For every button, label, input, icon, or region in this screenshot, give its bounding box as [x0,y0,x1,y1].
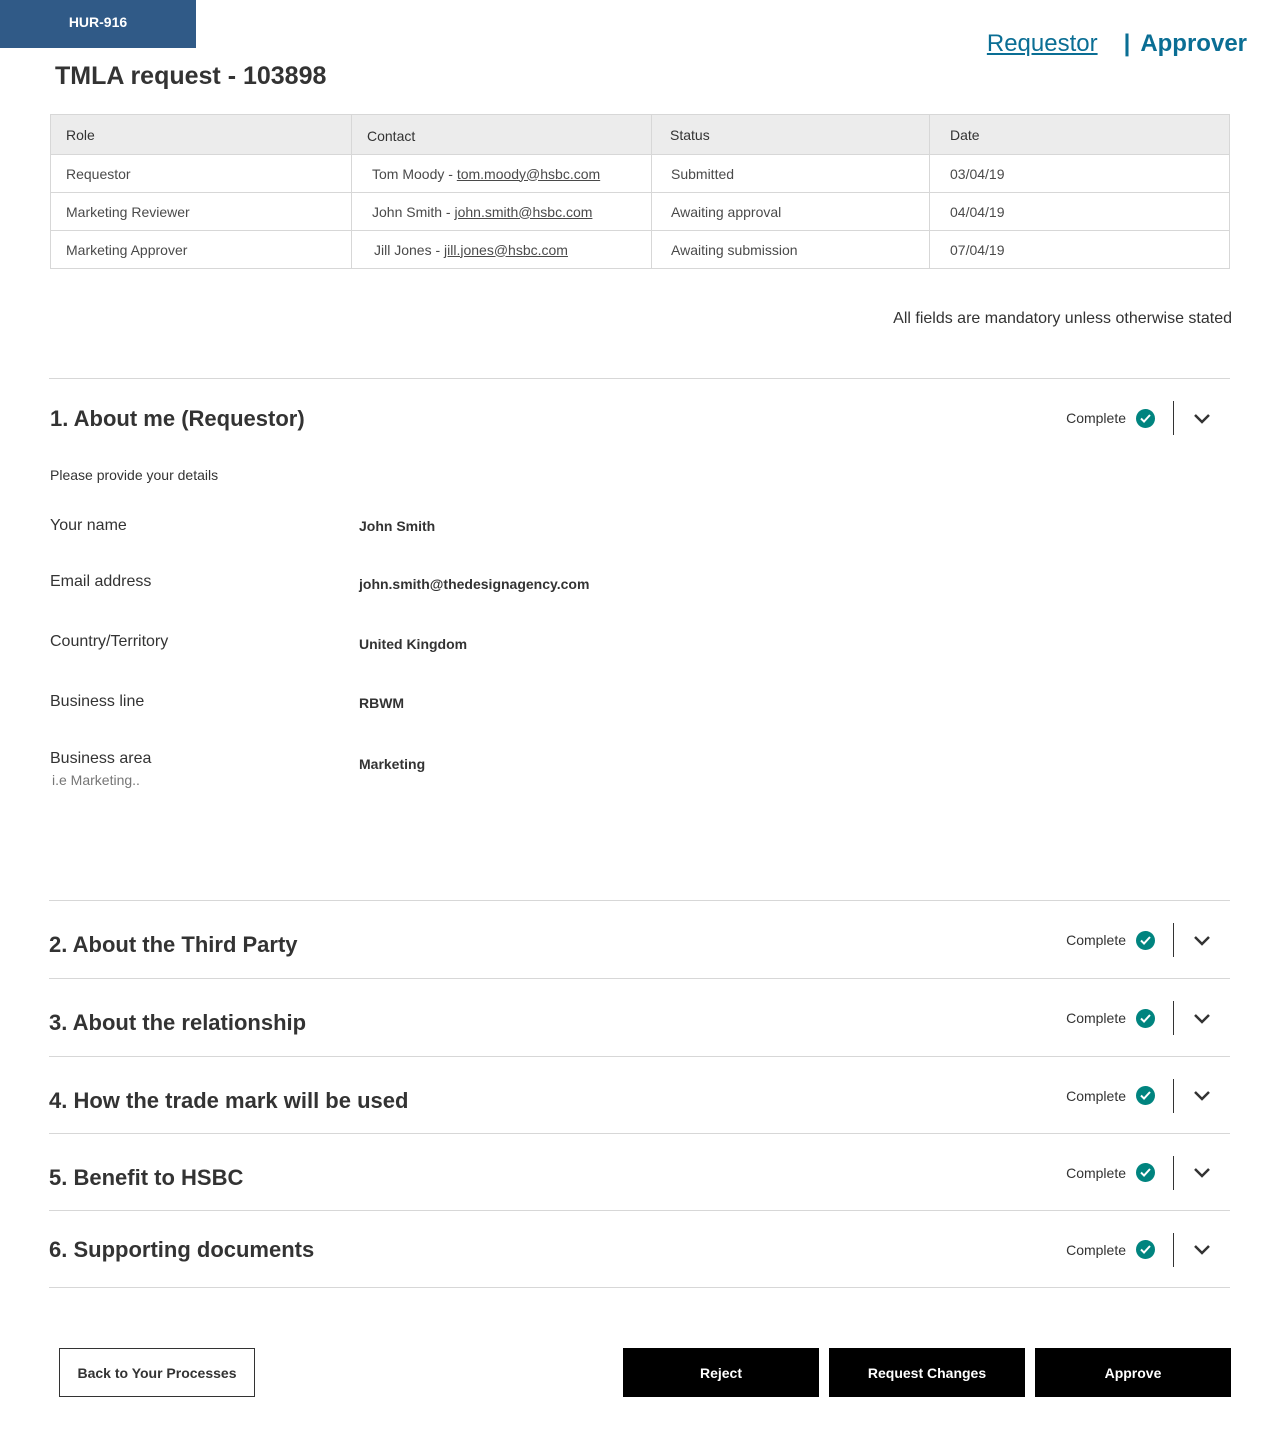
expand-section-button[interactable] [1174,1079,1230,1113]
collapse-section-button[interactable] [1174,401,1230,435]
status-label: Complete [1066,1164,1126,1181]
request-changes-button[interactable]: Request Changes [829,1348,1025,1397]
section-title: 6. Supporting documents [49,1237,315,1262]
check-circle-icon [1136,409,1155,428]
table-header-row [51,115,1230,155]
section-relationship[interactable] [49,978,1230,1056]
field-value-business-area: Marketing [359,756,426,772]
ticket-id: HUR-916 [68,14,128,30]
cell-contact [352,231,652,269]
chevron-down-icon [1193,1167,1211,1178]
chevron-down-icon [1193,1244,1211,1255]
section-trade-mark-use[interactable] [49,1056,1230,1133]
check-circle-icon [1136,931,1155,950]
section-third-party[interactable] [49,900,1230,978]
cell-status: Awaiting approval [652,193,930,231]
contact-name: John Smith - [372,203,455,220]
column-header-date: Date [930,115,1230,155]
check-circle-icon [1136,1009,1155,1028]
cell-status: Submitted [652,155,930,193]
cell-role: Marketing Approver [51,231,352,269]
section-title: 1. About me (Requestor) [50,406,305,431]
sections-bottom-divider [49,1287,1230,1288]
section-about-me[interactable] [49,378,1230,458]
contacts-table [50,114,1230,269]
approver-view-label: Approver [1140,30,1247,57]
section-intro: Please provide your details [50,467,219,483]
expand-section-button[interactable] [1174,1156,1230,1190]
column-header-status: Status [652,115,930,155]
section-title: 5. Benefit to HSBC [49,1165,244,1190]
ticket-id-tag [0,0,196,48]
approve-button[interactable]: Approve [1035,1348,1231,1397]
section-status [1066,379,1230,457]
section-title: 4. How the trade mark will be used [49,1088,409,1113]
status-label: Complete [1066,410,1126,426]
cell-date: 03/04/19 [930,155,1230,193]
contact-name: Jill Jones - [374,241,445,258]
section-status [1066,1211,1230,1288]
field-value-country: United Kingdom [359,636,468,652]
role-switch [987,30,1247,58]
field-label-name: Your name [50,517,127,534]
contact-email-link[interactable]: tom.moody@hsbc.com [456,165,601,182]
section-title: 2. About the Third Party [49,932,298,957]
field-value-name: John Smith [359,518,436,534]
column-header-contact: Contact [352,115,652,155]
field-label-email: Email address [50,573,152,590]
status-label: Complete [1066,1010,1126,1026]
check-circle-icon [1136,1163,1155,1182]
cell-date: 07/04/19 [930,231,1230,269]
mandatory-fields-note: All fields are mandatory unless otherwise stated [893,310,1232,327]
table-row [51,155,1230,193]
field-label-country: Country/Territory [50,633,169,650]
chevron-down-icon [1193,1013,1211,1024]
section-supporting-documents[interactable] [49,1210,1230,1287]
section-status [1066,1134,1230,1211]
chevron-down-icon [1193,1090,1211,1101]
contact-email-link[interactable]: jill.jones@hsbc.com [444,241,568,258]
field-label-business-area: Business area [50,750,152,767]
cell-date: 04/04/19 [930,193,1230,231]
table-row [51,193,1230,231]
status-label: Complete [1066,1087,1126,1104]
table-row [51,231,1230,269]
field-value-business-line: RBWM [359,695,405,711]
page-title: TMLA request - 103898 [55,62,327,90]
expand-section-button[interactable] [1174,1233,1230,1267]
cell-role: Requestor [51,155,352,193]
reject-button[interactable]: Reject [623,1348,819,1397]
section-status [1066,901,1230,979]
contact-name: Tom Moody - [372,165,457,182]
requestor-view-link[interactable]: Requestor [986,30,1098,57]
status-label: Complete [1066,1241,1126,1258]
chevron-down-icon [1193,935,1211,946]
section-title: 3. About the relationship [49,1010,307,1035]
expand-section-button[interactable] [1174,1001,1230,1035]
section-status [1066,1057,1230,1134]
cell-contact [352,193,652,231]
field-value-email: john.smith@thedesignagency.com [359,576,590,592]
cell-contact [352,155,652,193]
chevron-down-icon [1193,413,1211,424]
contact-email-link[interactable]: john.smith@hsbc.com [454,203,593,220]
expand-section-button[interactable] [1174,923,1230,957]
check-circle-icon [1136,1240,1155,1259]
role-separator: | [1123,30,1131,57]
field-label-business-line: Business line [50,693,145,710]
cell-status: Awaiting submission [652,231,930,269]
check-circle-icon [1136,1086,1155,1105]
column-header-role: Role [51,115,352,155]
field-hint-business-area: i.e Marketing.. [52,772,140,788]
section-benefit[interactable] [49,1133,1230,1210]
cell-role: Marketing Reviewer [51,193,352,231]
back-to-processes-button[interactable]: Back to Your Processes [59,1348,255,1397]
section-status [1066,979,1230,1057]
status-label: Complete [1066,932,1126,948]
